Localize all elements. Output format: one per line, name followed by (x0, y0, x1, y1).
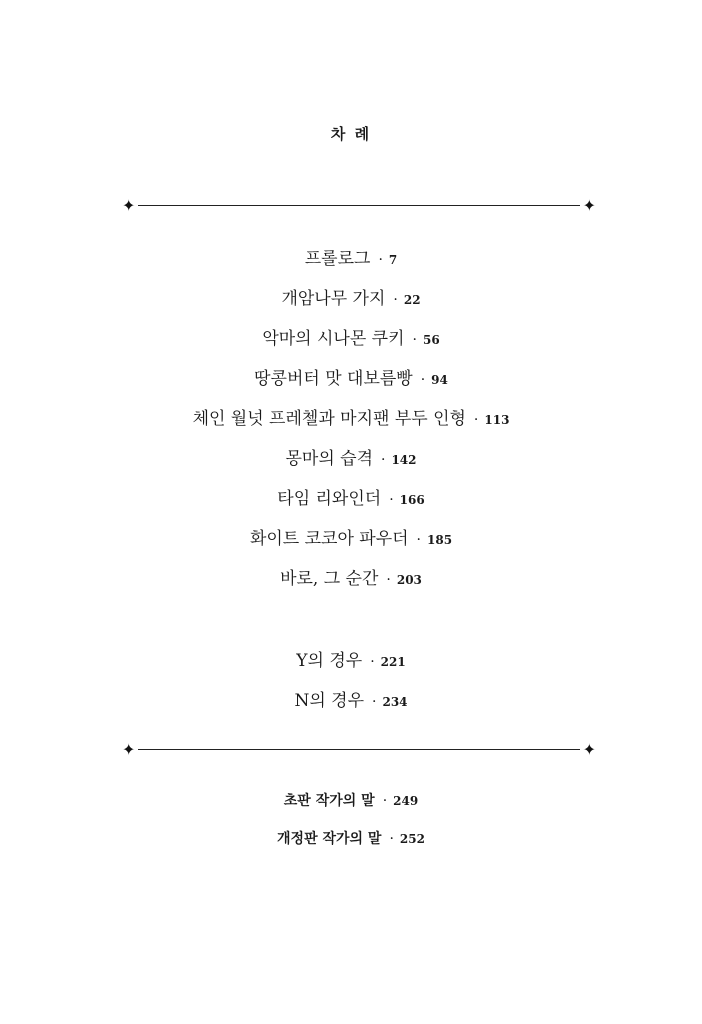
separator: · (372, 694, 377, 710)
page-number: 166 (399, 493, 425, 507)
toc-entry (0, 284, 702, 324)
separator: · (412, 332, 417, 348)
toc-entry (0, 324, 702, 364)
separator: · (389, 492, 394, 508)
page-title: 차 례 (330, 125, 372, 143)
separator: · (382, 793, 388, 809)
page-number: 113 (484, 413, 510, 427)
toc-entry (0, 646, 702, 686)
entry-title: N의 경우 (294, 691, 365, 711)
chapter-list (0, 244, 702, 604)
separator: · (416, 532, 421, 548)
divider-line (138, 749, 580, 750)
separator: · (378, 252, 383, 268)
toc-entry (0, 404, 702, 444)
page-number: 249 (393, 794, 419, 808)
top-divider (122, 196, 596, 215)
entry-title: 개정판 작가의 말 (277, 831, 382, 847)
divider-line (138, 205, 580, 206)
toc-entry (0, 686, 702, 726)
toc-entry (0, 364, 702, 404)
toc-entry (0, 564, 702, 604)
ornament-star-icon: ✦ (122, 740, 136, 759)
page-number: 142 (391, 453, 417, 467)
page-number: 94 (431, 373, 448, 387)
separator: · (420, 372, 426, 388)
entry-title: 개암나무 가지 (281, 289, 386, 309)
entry-title: 땅콩버터 맛 대보름빵 (254, 369, 413, 389)
entry-title: 악마의 시나몬 쿠키 (262, 329, 405, 349)
entry-title: 바로, 그 순간 (280, 569, 379, 589)
toc-entry (0, 524, 702, 564)
page-number: 234 (382, 695, 408, 709)
page-number: 56 (422, 333, 440, 347)
toc-entry (0, 790, 702, 828)
separator: · (393, 292, 398, 308)
page-number: 7 (388, 253, 398, 267)
toc-entry (0, 244, 702, 284)
toc-entry (0, 484, 702, 524)
entry-title: 프롤로그 (304, 249, 371, 269)
toc-entry (0, 828, 702, 866)
entry-title: Y의 경우 (296, 651, 363, 671)
entry-title: 몽마의 습격 (285, 449, 373, 469)
extras-list (0, 646, 702, 726)
entry-title: 체인 월넛 프레첼과 마지팬 부두 인형 (192, 409, 466, 429)
separator: · (389, 831, 394, 847)
page-number: 252 (399, 832, 425, 846)
separator: · (386, 572, 391, 588)
bottom-divider (122, 740, 596, 759)
page-number: 203 (396, 573, 422, 587)
entry-title: 타임 리와인더 (277, 489, 382, 509)
separator: · (381, 452, 386, 468)
toc-entry (0, 444, 702, 484)
page-number: 185 (427, 533, 453, 547)
page-number: 221 (380, 655, 406, 669)
separator: · (370, 654, 375, 670)
separator: · (473, 412, 479, 428)
ornament-star-icon: ✦ (582, 740, 596, 759)
afterword-list (0, 790, 702, 866)
ornament-star-icon: ✦ (582, 196, 596, 215)
entry-title: 화이트 코코아 파우더 (249, 529, 409, 549)
ornament-star-icon: ✦ (122, 196, 136, 215)
page-number: 22 (403, 293, 421, 307)
entry-title: 초판 작가의 말 (283, 793, 375, 809)
